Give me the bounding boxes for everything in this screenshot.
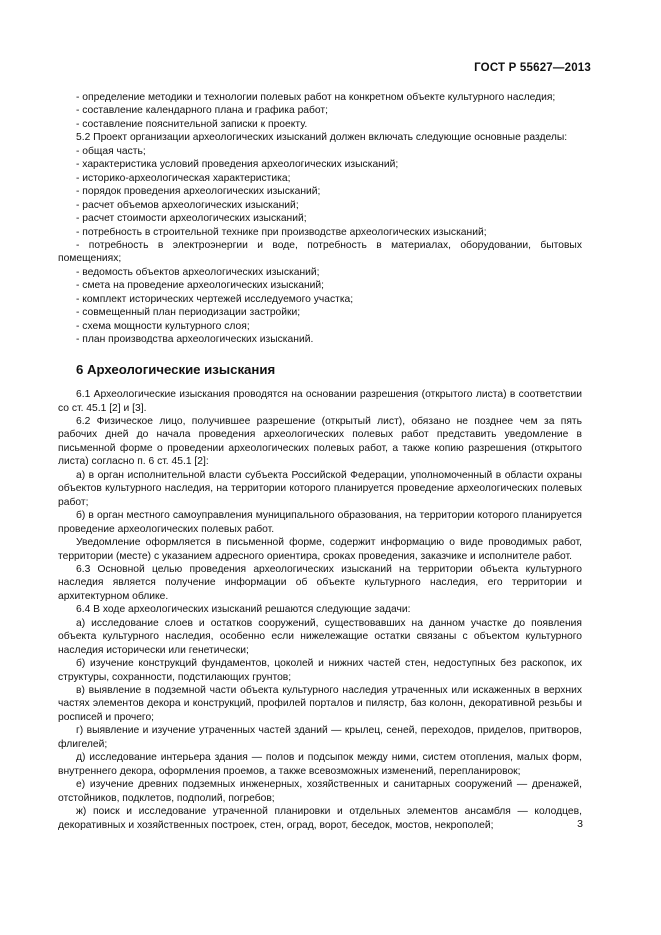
- project-sections-list: [58, 145, 582, 347]
- list-item: - схема мощности культурного слоя;: [76, 320, 250, 332]
- document-body: [58, 91, 582, 832]
- paragraph: в) выявление в подземной части объекта культурного наследия утраченных или искаженных в верхних частях элементов декора и конструкций, профилей порталов и пилястр, баз колонн, декоративной резьбы и росписей и прочего;: [58, 685, 582, 723]
- list-item: - характеристика условий проведения археологических изысканий;: [76, 159, 399, 171]
- methodology-list: [58, 91, 582, 131]
- standard-code-header: ГОСТ Р 55627—2013: [474, 62, 591, 74]
- list-item: - порядок проведения археологических изысканий;: [76, 186, 321, 198]
- list-item: - план производства археологических изысканий.: [76, 334, 314, 346]
- paragraph: 6.3 Основной целью проведения археологических изысканий на территории объекта культурного наследия является получение информации об объекте культурного наследия, его территории и архитектурном облике.: [58, 563, 582, 602]
- list-item: - ведомость объектов археологических изысканий;: [76, 266, 320, 278]
- paragraph: Уведомление оформляется в письменной форме, содержит информацию о виде проводимых работ, территории (месте) с указанием адресного ориентира, сроках проведения, заказчике и исполнителе работ.: [58, 537, 582, 562]
- paragraph: ж) поиск и исследование утраченной планировки и отдельных элементов ансамбля — колодцев, декоративных и хозяйственных построек, стен, оград, ворот, беседок, мостов, некрополей;: [58, 806, 582, 831]
- section-title: 6 Археологические изыскания: [76, 361, 276, 377]
- list-item: - смета на проведение археологических изысканий;: [76, 280, 324, 292]
- paragraph: 6.1 Археологические изыскания проводятся на основании разрешения (открытого листа) в соответствии со ст. 45.1 [2] и [3].: [58, 389, 582, 414]
- list-item: - комплект исторических чертежей исследуемого участка;: [76, 293, 354, 305]
- list-item: - потребность в строительной технике при производстве археологических изысканий;: [76, 226, 487, 238]
- paragraph: е) изучение древних подземных инженерных, хозяйственных и санитарных сооружений — дренажей, отстойников, подклетов, подполий, погребов;: [58, 779, 582, 804]
- paragraph: 6.4 В ходе археологических изысканий решаются следующие задачи:: [76, 604, 411, 616]
- paragraph-5-2: 5.2 Проект организации археологических изысканий должен включать следующие основные разделы:: [76, 132, 568, 144]
- list-item: - общая часть;: [76, 145, 146, 157]
- page-number: 3: [577, 818, 583, 830]
- paragraph: а) в орган исполнительной власти субъекта Российской Федерации, уполномоченный в области охраны объектов культурного наследия, на территории которого планируется проведение археологических полевых работ;: [58, 469, 582, 508]
- paragraph: б) в орган местного самоуправления муниципального образования, на территории которого планируется проведение археологических полевых работ.: [58, 510, 582, 535]
- list-item: - потребность в электроэнергии и воде, потребность в материалах, оборудовании, бытовых помещениях;: [58, 239, 582, 265]
- list-item: - историко-археологическая характеристика;: [76, 172, 291, 184]
- paragraph: д) исследование интерьера здания — полов и подсыпок между ними, систем отопления, малых форм, внутреннего декора, оформления проемов, а также всевозможных изменений, перепланировок;: [58, 752, 582, 777]
- list-item: - составление пояснительной записки к проекту.: [76, 118, 308, 130]
- list-item: - расчет объемов археологических изысканий;: [76, 199, 299, 211]
- list-item: - совмещенный план периодизации застройки;: [76, 307, 301, 319]
- paragraph: б) изучение конструкций фундаментов, цоколей и нижних частей стен, недоступных без раскопок, их структуры, сохранности, подстилающих грунтов;: [58, 658, 582, 683]
- paragraph: а) исследование слоев и остатков сооружений, существовавших на данном участке до появления объекта культурного наследия, особенно если нижележащие остатки связаны с объектом культурного наследия исторически или генетически;: [58, 617, 582, 656]
- list-item: - определение методики и технологии полевых работ на конкретном объекте культурного наследия;: [76, 92, 556, 103]
- paragraph: 6.2 Физическое лицо, получившее разрешение (открытый лист), обязано не позднее чем за пять рабочих дней до начала проведения археологических полевых работ представить уведомление в письменной форме о проведении археологических полевых работ, а также копию разрешения (открытого листа) согласно п. 6 ст. 45.1 [2]:: [58, 415, 582, 468]
- list-item: - составление календарного плана и графика работ;: [76, 105, 328, 117]
- paragraph: г) выявление и изучение утраченных частей зданий — крылец, сеней, переходов, приделов, притворов, флигелей;: [58, 725, 582, 750]
- list-item: - расчет стоимости археологических изысканий;: [76, 213, 307, 225]
